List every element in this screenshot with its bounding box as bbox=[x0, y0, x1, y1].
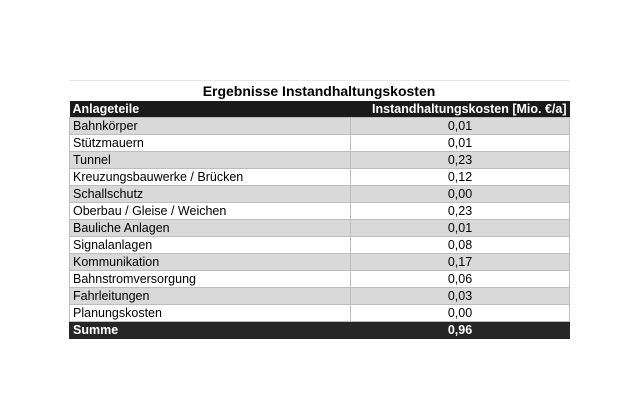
table-row bbox=[70, 254, 570, 271]
component-cell: Stützmauern bbox=[70, 135, 351, 152]
total-row bbox=[70, 322, 570, 339]
component-cell: Schallschutz bbox=[70, 186, 351, 203]
cost-cell: 0,23 bbox=[351, 152, 570, 169]
cost-cell: 0,01 bbox=[351, 135, 570, 152]
table-row bbox=[70, 305, 570, 322]
header-row bbox=[70, 101, 570, 118]
component-cell: Fahrleitungen bbox=[70, 288, 351, 305]
component-cell: Kommunikation bbox=[70, 254, 351, 271]
cost-cell: 0,01 bbox=[351, 118, 570, 135]
table-row bbox=[70, 186, 570, 203]
table-row bbox=[70, 135, 570, 152]
cost-cell: 0,23 bbox=[351, 203, 570, 220]
component-cell: Bauliche Anlagen bbox=[70, 220, 351, 237]
table-row bbox=[70, 152, 570, 169]
cost-cell: 0,08 bbox=[351, 237, 570, 254]
cost-cell: 0,12 bbox=[351, 169, 570, 186]
cost-cell: 0,06 bbox=[351, 271, 570, 288]
column-header-cost: Instandhaltungskosten [Mio. €/a] bbox=[351, 101, 570, 118]
table-row bbox=[70, 118, 570, 135]
table-row bbox=[70, 288, 570, 305]
cost-cell: 0,01 bbox=[351, 220, 570, 237]
table-title: Ergebnisse Instandhaltungskosten bbox=[69, 80, 569, 101]
cost-cell: 0,17 bbox=[351, 254, 570, 271]
component-cell: Bahnstromversorgung bbox=[70, 271, 351, 288]
cost-cell: 0,00 bbox=[351, 305, 570, 322]
component-cell: Kreuzungsbauwerke / Brücken bbox=[70, 169, 351, 186]
column-header-component: Anlageteile bbox=[70, 101, 351, 118]
table-row bbox=[70, 220, 570, 237]
total-label: Summe bbox=[70, 322, 351, 339]
cost-cell: 0,03 bbox=[351, 288, 570, 305]
cost-results-sheet bbox=[69, 80, 569, 339]
component-cell: Planungskosten bbox=[70, 305, 351, 322]
table-row bbox=[70, 237, 570, 254]
component-cell: Signalanlagen bbox=[70, 237, 351, 254]
table-row bbox=[70, 203, 570, 220]
table-row bbox=[70, 169, 570, 186]
cost-table bbox=[69, 101, 570, 339]
cost-cell: 0,00 bbox=[351, 186, 570, 203]
component-cell: Oberbau / Gleise / Weichen bbox=[70, 203, 351, 220]
component-cell: Bahnkörper bbox=[70, 118, 351, 135]
table-row bbox=[70, 271, 570, 288]
component-cell: Tunnel bbox=[70, 152, 351, 169]
total-value: 0,96 bbox=[351, 322, 570, 339]
